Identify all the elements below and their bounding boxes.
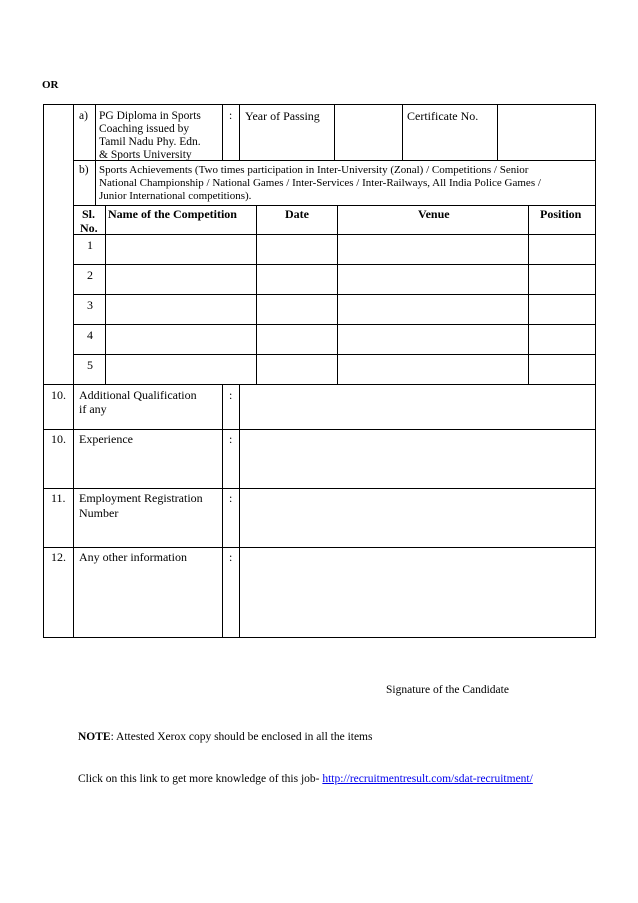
- header-venue: Venue: [418, 207, 450, 221]
- year-of-passing-label: Year of Passing: [245, 109, 320, 123]
- item-10b-number: 10.: [51, 432, 66, 446]
- header-no: No.: [80, 221, 98, 235]
- note-body: : Attested Xerox copy should be enclosed in all the items: [110, 731, 373, 743]
- row-a-line-2: Coaching issued by: [99, 123, 190, 135]
- table-row-num: 4: [87, 328, 93, 342]
- item-colon: :: [229, 550, 233, 564]
- table-row-num: 2: [87, 268, 93, 282]
- header-sl: Sl.: [82, 207, 96, 221]
- or-heading: OR: [42, 79, 59, 91]
- additional-qualification-label-2: if any: [79, 402, 107, 416]
- row-b-line-3: Junior International competitions).: [99, 190, 252, 202]
- note-text: [78, 731, 372, 743]
- item-11-number: 11.: [51, 491, 66, 505]
- item-colon: :: [229, 491, 233, 505]
- certificate-no-label: Certificate No.: [407, 109, 479, 123]
- row-a-line-1: PG Diploma in Sports: [99, 110, 201, 122]
- header-date: Date: [285, 207, 309, 221]
- table-row-num: 5: [87, 358, 93, 372]
- table-row-num: 1: [87, 238, 93, 252]
- item-colon: :: [229, 388, 233, 402]
- link-prefix: Click on this link to get more knowledge of this job-: [78, 773, 323, 785]
- row-a-line-4: & Sports University: [99, 149, 192, 161]
- header-position: Position: [540, 207, 582, 221]
- row-b-line-2: National Championship / National Games / Inter-Services / Inter-Railways, All India Police Games /: [99, 177, 541, 189]
- other-information-label: Any other information: [79, 550, 187, 564]
- row-b-label: b): [79, 164, 89, 176]
- item-colon: :: [229, 432, 233, 446]
- note-label: NOTE: [78, 731, 111, 743]
- row-a-colon: :: [229, 110, 233, 122]
- row-a-label: a): [79, 110, 88, 122]
- item-10-number: 10.: [51, 388, 66, 402]
- row-a-line-3: Tamil Nadu Phy. Edn.: [99, 136, 201, 148]
- employment-registration-label: Employment Registration: [79, 491, 203, 505]
- signature-label: Signature of the Candidate: [386, 684, 509, 696]
- header-competition-name: Name of the Competition: [108, 207, 237, 221]
- additional-qualification-label: Additional Qualification: [79, 388, 197, 402]
- experience-label: Experience: [79, 432, 133, 446]
- item-12-number: 12.: [51, 550, 66, 564]
- job-link-line: [78, 773, 533, 785]
- recruitment-link[interactable]: http://recruitmentresult.com/sdat-recruitment/: [322, 773, 533, 785]
- row-b-line-1: Sports Achievements (Two times participation in Inter-University (Zonal) / Competitions / Senior: [99, 164, 529, 176]
- employment-registration-label-2: Number: [79, 506, 119, 520]
- table-row-num: 3: [87, 298, 93, 312]
